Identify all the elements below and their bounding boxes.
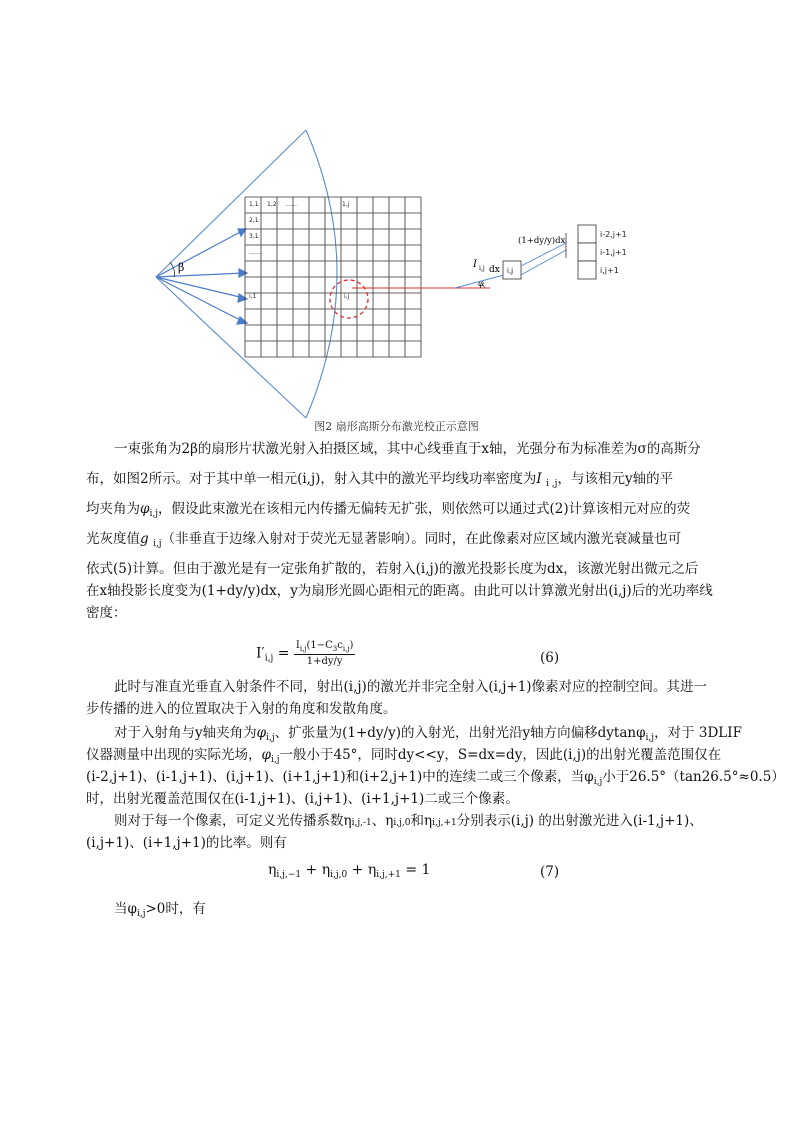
p3-phi-2: φ (636, 725, 646, 741)
eq6-fraction (294, 640, 356, 667)
p4-eta-2-sub: i,j,0 (393, 818, 411, 828)
p1-line-2a: 布，如图2所示。对于其中单一相元(i,j)，射入其中的激光平均线功率密度为 (86, 471, 537, 487)
beam-I-label: I (473, 259, 477, 270)
phi-symbol: φ (140, 501, 150, 517)
p5-phi: φ (127, 901, 137, 917)
p1-line-7: 密度： (86, 605, 127, 621)
p4-eta-3-sub: i,j,+1 (432, 818, 457, 828)
p1-line-2 (86, 464, 716, 494)
eq6-denominator: 1+dy/y (306, 656, 343, 667)
fan-edge-top (156, 130, 306, 277)
figure-caption: 图2 扇形高斯分布激光校正示意图 (314, 420, 479, 433)
I-subscript: i ,j (546, 479, 558, 489)
p5-b: >0时，有 (145, 901, 206, 917)
eq6-num-I: I (295, 640, 300, 651)
eq7-eta-3-sub: i,j,+1 (376, 870, 401, 880)
p4-line-2: (i,j+1)、(i+1,j+1)的比率。则有 (86, 835, 287, 851)
cell-label-i-1: i,1 (249, 293, 257, 300)
phi-label: φ (478, 279, 484, 288)
p3-phi-4-sub: i,j (593, 777, 603, 787)
phi-subscript: i,j (149, 509, 158, 519)
I-symbol: I (536, 471, 542, 487)
target-cell-3 (578, 261, 596, 279)
eq7-eta-1: η (268, 862, 277, 878)
p4-eta-2: η (385, 813, 394, 829)
eq7-eta-2: η (321, 862, 331, 878)
p3-line-1a: 对于入射角与y轴夹角为 (114, 725, 257, 741)
p1-line-1: 一束张角为2β的扇形片状激光射入拍摄区域，其中心线垂直于x轴，光强分布为标准差为σ的高斯分 (114, 441, 701, 457)
p4-eta-3: η (423, 813, 433, 829)
p5-phi-sub: i,j (136, 909, 146, 919)
paragraph-4 (86, 810, 716, 854)
p1-line-4a: 光灰度值 (86, 531, 140, 547)
beta-label: β (178, 261, 185, 274)
g-symbol: g (140, 531, 149, 547)
eq6-numerator (294, 640, 356, 655)
laser-correction-figure (0, 0, 793, 440)
p5-a: 当 (114, 901, 128, 917)
equation-6: $I'_{i,j}$ = $\frac{I_{i,j}(1-C_3c_{i,j})}{1+dy/y}$ (256, 640, 354, 667)
p3-phi-1-sub: i,j (266, 733, 275, 743)
eq6-close: ) (349, 640, 354, 651)
paragraph-5 (86, 898, 716, 920)
eq7-eta-1-sub: i,j,−1 (276, 870, 302, 880)
eq6-num-I-sub: i,j (299, 645, 307, 653)
p3-phi-2-sub: i,j (645, 733, 655, 743)
p1-line-3 (86, 494, 716, 524)
p2-line-1: 此时与准直光垂直入射条件不同，射出(i,j)的激光并非完全射入(i,j+1)像素对应的控制空间。其进一 (114, 679, 708, 695)
p3-phi-3: φ (261, 747, 271, 763)
equation-7 (268, 862, 430, 880)
eq7-plus-1: + (301, 862, 322, 878)
g-subscript: i,j (152, 539, 162, 549)
p5-line-1 (86, 898, 716, 920)
eq6-c2-sub: i,j (342, 645, 350, 653)
paragraph-1 (86, 434, 716, 620)
p4-sep: 、 (371, 813, 386, 829)
cell-label-dots-col: …… (249, 249, 261, 256)
p1-line-6: 在x轴投影长度变为(1+dy/y)dx，y为扇形光圆心距相元的距离。由此可以计算激光射出(i,j)后的光功率线 (86, 583, 713, 599)
target-label-1: i-2,j+1 (600, 230, 627, 239)
p4-line-1 (86, 810, 716, 832)
eq7-rhs: = 1 (400, 862, 431, 878)
p2-line-2: 步传播的进入的位置取决于入射的角度和发散角度。 (86, 701, 397, 717)
p1-line-3a: 均夹角为 (86, 501, 140, 517)
eq7-plus-2: + (347, 862, 368, 878)
beam-arrows (156, 229, 247, 324)
cell-label-3-1: 3,1 (249, 233, 259, 240)
p4-line-1a: 则对于每一个像素，可定义光传播系数 (114, 813, 344, 829)
fan-beam (156, 130, 337, 418)
p1-line-2b: ，与该相元y轴的平 (557, 471, 674, 487)
fan-edge-bottom (156, 277, 306, 418)
dx-label: dx (489, 265, 500, 275)
p3-phi-4: φ (584, 769, 594, 785)
p1-line-5: 依式(5)计算。但由于激光是有一定张角扩散的，若射入(i,j)的激光投影长度为dx，该激光射出微元之后 (86, 561, 699, 577)
p3-phi-3-sub: i,j (270, 755, 280, 765)
p3-line-1c: ，对于 3DLIF (654, 725, 742, 741)
eq6-num-rest: (1−C (306, 640, 333, 651)
target-label-3: i,j+1 (600, 266, 619, 275)
target-cell-2 (578, 243, 596, 261)
cell-ij-box-label: i,j (507, 267, 514, 275)
fan-arc (306, 130, 337, 418)
cell-label-2-1: 2,1 (249, 217, 259, 224)
p4-eta-1: η (343, 813, 352, 829)
p3-line-1 (86, 722, 742, 744)
p4-line-1b: 分别表示(i,j) 的出射激光进入(i-1,j+1)、 (456, 813, 703, 829)
p3-line-3b: 小于26.5°（tan26.5°≈0.5） (602, 769, 785, 785)
expand-label: (1+dy/y)dx (518, 236, 566, 246)
p3-line-2a: 仪器测量中出现的实际光场， (86, 747, 262, 763)
p1-line-3b: ，假设此束激光在该相元内传播无偏转无扩张，则依然可以通过式(2)计算该相元对应的荧 (157, 501, 691, 517)
cell-label-1-1: 1,1 (249, 201, 259, 208)
p3-line-3 (86, 766, 785, 788)
cell-label-1-j: 1,j (342, 201, 350, 208)
p4-eta-1-sub: i,j,-1 (351, 818, 372, 828)
p4-and: 和 (410, 813, 424, 829)
p1-line-4b: （非垂直于边缘入射对于荧光无显著影响）。同时，在此像素对应区域内激光衰减量也可 (161, 531, 682, 547)
eq7-eta-2-sub: i,j,0 (330, 870, 348, 880)
cell-label-1-2: 1,2 (267, 201, 277, 208)
beam-I-sub: i,j (479, 265, 485, 272)
paragraph-2 (86, 676, 716, 720)
target-label-2: i-1,j+1 (600, 248, 627, 257)
p3-line-1b: 、扩张量为(1+dy/y)的入射光，出射光沿y轴方向偏移dytan (274, 725, 637, 741)
target-cell-1 (578, 225, 596, 243)
equation-6-number: (6) (540, 650, 560, 666)
p3-line-4: 时，出射光覆盖范围仅在(i-1,j+1)、(i,j+1)、(i+1,j+1)二或三个像素。 (86, 791, 519, 807)
p3-line-2 (86, 744, 722, 766)
cell-label-i-j: i,j (344, 293, 350, 300)
eq7-eta-3: η (367, 862, 377, 878)
eq6-c-sub: 3 (332, 645, 338, 653)
eq6-lhs-sub: i,j (264, 653, 274, 664)
eq6-c2: c (337, 640, 343, 651)
p1-line-4 (86, 524, 716, 554)
eq6-lhs: I′ (256, 645, 265, 662)
equation-7-number: (7) (540, 864, 560, 880)
cell-label-dots-row: …… (285, 201, 297, 208)
p3-line-2b: 一般小于45°，同时dy<<y，S=dx=dy，因此(i,j)的出射光覆盖范围仅在 (279, 747, 722, 763)
p3-line-3a: (i-2,j+1)、(i-1,j+1)、(i,j+1)、(i+1,j+1)和(i+2,j+1)中的连续二或三个像素，当 (86, 769, 585, 785)
p3-phi-1: φ (256, 725, 267, 741)
paragraph-3 (86, 722, 785, 810)
